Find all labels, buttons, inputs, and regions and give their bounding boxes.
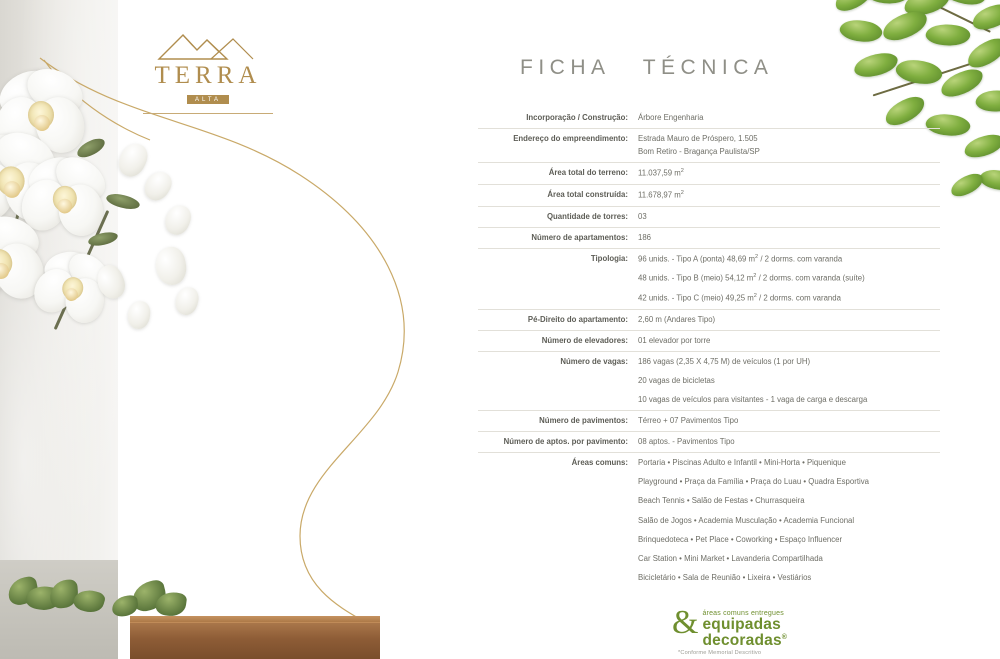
spec-row-label: Quantidade de torres: — [546, 211, 628, 221]
spec-value-line: Car Station • Mini Market • Lavanderia Compartilhada — [638, 553, 823, 563]
orchid-bud — [162, 202, 195, 238]
spec-row — [478, 431, 940, 452]
spec-value-line: Beach Tennis • Salão de Festas • Churrasqueira — [638, 496, 805, 506]
badge-line-2 — [702, 633, 787, 649]
spec-value-line: 2,60 m (Andares Tipo) — [638, 314, 716, 324]
spec-row-value — [638, 167, 940, 180]
spec-value-line: Portaria • Piscinas Adulto e Infantil • Mini-Horta • Piquenique — [638, 458, 846, 468]
spec-value-line: 10 vagas de veículos para visitantes - 1 vaga de carga e descarga — [638, 395, 868, 405]
spec-value-line: 42 unids. - Tipo C (meio) 49,25 $m^2 / 2$ dorms. com varanda — [638, 293, 841, 303]
mountain-icon — [153, 28, 263, 62]
spec-row-value — [638, 415, 940, 427]
spec-row-value — [638, 436, 940, 448]
brand-logo — [138, 28, 278, 114]
spec-value-line: Salão de Jogos • Academia Musculação • Academia Funcional — [638, 515, 855, 525]
page-title — [520, 56, 820, 80]
spec-row-label: Endereço do empreendimento: — [513, 134, 628, 144]
spec-value-line: Bom Retiro - Bragança Paulista/SP — [638, 147, 760, 157]
spec-row-label: Tipologia: — [590, 253, 628, 263]
page-title-word-1: FICHA — [520, 56, 610, 79]
spec-row-label: Número de elevadores: — [541, 335, 628, 345]
spec-row-value — [638, 189, 940, 202]
spec-row — [478, 108, 940, 128]
badge-tagline: áreas comuns entregues — [702, 610, 784, 617]
spec-value-line: 186 — [638, 232, 652, 242]
spec-row — [478, 162, 940, 184]
spec-row-label: Número de aptos. por pavimento: — [503, 437, 628, 447]
spec-value-line: Árbore Engenharia — [638, 113, 704, 122]
spec-row-value — [638, 112, 940, 124]
orchid-bud — [140, 167, 176, 205]
spec-value-line: 11.037,59 $m^2$ — [638, 168, 684, 178]
spec-row — [478, 184, 940, 206]
spec-value-line: 96 unids. - Tipo A (ponta) 48,69 $m^2 / 2$ dorms. com varanda — [638, 253, 843, 264]
spec-row-label: Área total do terreno: — [548, 168, 628, 178]
spec-row-value — [638, 457, 940, 584]
spec-value-line: Bicicletário • Sala de Reunião • Lixeira • Vestiários — [638, 572, 812, 582]
spec-row — [478, 227, 940, 248]
spec-value-line: Brinquedoteca • Pet Place • Coworking • Espaço Influencer — [638, 534, 843, 544]
orchid-bud — [153, 245, 189, 288]
spec-row — [478, 248, 940, 309]
page-title-word-2: TÉCNICA — [642, 56, 774, 79]
spec-row-label: Número de apartamentos: — [531, 232, 628, 242]
spec-row — [478, 410, 940, 431]
spec-row-label: Pé-Direito do apartamento: — [527, 314, 628, 324]
orchid-bud — [114, 139, 152, 181]
spec-row-value — [638, 133, 940, 158]
spec-row — [478, 330, 940, 351]
logo-divider — [143, 113, 273, 114]
spec-value-line: 48 unids. - Tipo B (meio) 54,12 $m^2 / 2$ dorms. com varanda (suíte) — [638, 273, 865, 283]
brand-name: TERRA — [154, 62, 262, 89]
spec-row — [478, 128, 940, 162]
spec-row-label: Incorporação / Construção: — [526, 113, 628, 122]
spec-value-line: 03 — [638, 211, 647, 221]
footer-note: *Conforme Memorial Descritivo — [678, 650, 762, 656]
spec-row-value — [638, 253, 940, 305]
spec-row-value — [638, 211, 940, 223]
ampersand-glyph: & — [672, 604, 699, 641]
spec-row — [478, 206, 940, 227]
spec-row-label: Número de vagas: — [560, 356, 628, 366]
spec-row-label: Áreas comuns: — [571, 458, 628, 468]
spec-value-line: 186 vagas (2,35 X 4,75 M) de veículos (1 por UH) — [638, 356, 811, 366]
spec-row-label: Número de pavimentos: — [539, 416, 628, 426]
spec-row — [478, 309, 940, 330]
spec-row-label: Área total construída: — [547, 189, 628, 199]
spec-value-line: Térreo + 07 Pavimentos Tipo — [638, 416, 739, 426]
spec-row — [478, 351, 940, 410]
wood-planter — [130, 622, 380, 659]
spec-row-value — [638, 232, 940, 244]
brand-subtitle: ALTA — [187, 95, 229, 104]
spec-value-line: Estrada Mauro de Próspero, 1.505 — [638, 134, 758, 144]
spec-value-line: 20 vagas de bicicletas — [638, 375, 715, 385]
badge-line-1: equipadas — [702, 616, 781, 633]
badge-line-2-text: decoradas — [702, 631, 782, 649]
orchid-bud — [173, 285, 201, 317]
orchid-bud — [126, 300, 152, 331]
spec-value-line: 01 elevador por torre — [638, 335, 711, 345]
orchid-leaf — [105, 190, 141, 213]
spec-value-line: Playground • Praça da Família • Praça do Luau • Quadra Esportiva — [638, 477, 869, 487]
footer-badge — [672, 604, 972, 649]
spec-value-line: 08 aptos. - Pavimentos Tipo — [638, 437, 735, 447]
spec-row-value — [638, 314, 940, 326]
spec-value-line: 11.678,97 $m^2$ — [638, 189, 684, 200]
spec-row — [478, 452, 940, 588]
spec-table — [478, 108, 940, 588]
spec-row-value — [638, 356, 940, 406]
registered-mark: ® — [781, 633, 788, 641]
spec-row-value — [638, 335, 940, 347]
